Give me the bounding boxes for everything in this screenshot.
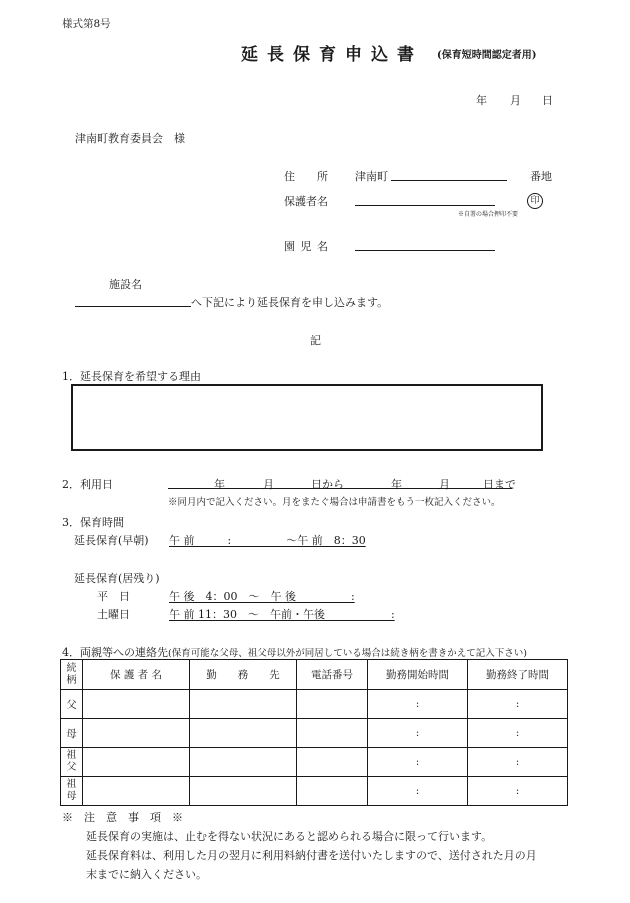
usage-from: 日から <box>311 478 344 491</box>
relation-cell: 祖母 <box>61 777 83 806</box>
form-number: 様式第8号 <box>62 18 111 30</box>
usage-note: ※同月内で記入ください。月をまたぐ場合は申請書をもう一枚記入ください。 <box>168 497 501 508</box>
usage-year1: 年 <box>214 478 225 491</box>
work-end-cell[interactable]: : <box>468 719 568 748</box>
work-start-cell[interactable]: : <box>368 690 468 719</box>
workplace-cell[interactable] <box>190 690 297 719</box>
guardian-label: 保護者名 <box>284 195 328 208</box>
work-end-cell[interactable]: : <box>468 748 568 777</box>
column-header-phone: 電話番号 <box>297 660 368 690</box>
weekday-time-field[interactable]: 午 後 4：00 〜 午 後 : <box>169 590 355 603</box>
early-time-field[interactable]: 午 前 : 〜午 前 8：30 <box>169 534 366 547</box>
page-title: 延長保育申込書 <box>241 45 423 65</box>
section2-heading: 2．利用日 <box>62 478 113 491</box>
work-start-cell[interactable]: : <box>368 748 468 777</box>
facility-name-field[interactable] <box>75 306 191 307</box>
reason-textbox[interactable] <box>71 384 543 451</box>
workplace-cell[interactable] <box>190 719 297 748</box>
late-label: 延長保育(居残り) <box>74 572 160 585</box>
weekday-label: 平 日 <box>97 590 130 603</box>
guardian-cell[interactable] <box>83 690 190 719</box>
saturday-time-field[interactable]: 午 前 11：30 〜 午前・午後 : <box>169 608 395 621</box>
column-header-guardian: 保 護 者 名 <box>83 660 190 690</box>
relation-cell: 父 <box>61 690 83 719</box>
work-end-cell[interactable]: : <box>468 777 568 806</box>
addressee: 津南町教育委員会 様 <box>75 132 185 145</box>
address-label: 住 所 <box>284 170 328 183</box>
notes-line2: 延長保育料は、利用した月の翌月に利用料納付書を送付いたしますので、送付された月の月 <box>86 849 537 862</box>
date-month-label: 月 <box>510 94 521 107</box>
phone-cell[interactable] <box>297 719 368 748</box>
table-row <box>61 777 568 806</box>
phone-cell[interactable] <box>297 690 368 719</box>
workplace-cell[interactable] <box>190 748 297 777</box>
seal-mark: 印 <box>527 193 543 209</box>
work-end-cell[interactable]: : <box>468 690 568 719</box>
usage-month1: 月 <box>263 478 274 491</box>
ki-marker: 記 <box>310 334 321 347</box>
section4-heading-note: (保育可能な父母、祖父母以外が同居している場合は続き柄を書きかえて記入下さい) <box>168 648 527 659</box>
relation-cell: 祖父 <box>61 748 83 777</box>
usage-month2: 月 <box>439 478 450 491</box>
notes-heading: ※ 注 意 事 項 ※ <box>62 811 183 824</box>
guardian-cell[interactable] <box>83 748 190 777</box>
section3-heading: 3．保育時間 <box>62 516 124 529</box>
guardian-cell[interactable] <box>83 777 190 806</box>
column-header-relation: 続柄 <box>61 660 83 690</box>
table-row <box>61 748 568 777</box>
column-header-work-end: 勤務終了時間 <box>468 660 568 690</box>
column-header-workplace: 勤 務 先 <box>190 660 297 690</box>
guardian-name-field[interactable] <box>355 205 495 206</box>
section4-heading-text: 4．両親等への連絡先 <box>62 646 168 659</box>
address-field[interactable] <box>391 180 507 181</box>
work-start-cell[interactable]: : <box>368 719 468 748</box>
relation-cell: 母 <box>61 719 83 748</box>
phone-cell[interactable] <box>297 748 368 777</box>
table-row <box>61 690 568 719</box>
page-subtitle: (保育短時間認定者用) <box>437 50 537 61</box>
notes-line1: 延長保育の実施は、止むを得ない状況にあると認められる場合に限って行います。 <box>86 830 493 843</box>
address-suffix: 番地 <box>530 170 552 183</box>
section4-heading <box>62 644 527 660</box>
workplace-cell[interactable] <box>190 777 297 806</box>
child-label: 園 児 名 <box>284 240 329 253</box>
phone-cell[interactable] <box>297 777 368 806</box>
saturday-label: 土曜日 <box>97 608 130 621</box>
work-start-cell[interactable]: : <box>368 777 468 806</box>
table-row <box>61 719 568 748</box>
facility-label: 施設名 <box>109 278 142 291</box>
seal-note: ※自署の場合押印不要 <box>458 211 519 218</box>
date-year-label: 年 <box>476 94 487 107</box>
early-label: 延長保育(早朝) <box>74 534 149 547</box>
address-prefix: 津南町 <box>355 170 388 183</box>
notes-line3: 末までに納入ください。 <box>86 868 207 881</box>
child-name-field[interactable] <box>355 250 495 251</box>
column-header-work-start: 勤務開始時間 <box>368 660 468 690</box>
section1-heading: 1．延長保育を希望する理由 <box>62 370 201 383</box>
guardian-cell[interactable] <box>83 719 190 748</box>
contact-table <box>60 659 568 806</box>
usage-to: 日まで <box>483 478 516 491</box>
table-header-row <box>61 660 568 690</box>
usage-year2: 年 <box>391 478 402 491</box>
application-statement: へ下記により延長保育を申し込みます。 <box>191 296 389 309</box>
date-day-label: 日 <box>542 94 553 107</box>
